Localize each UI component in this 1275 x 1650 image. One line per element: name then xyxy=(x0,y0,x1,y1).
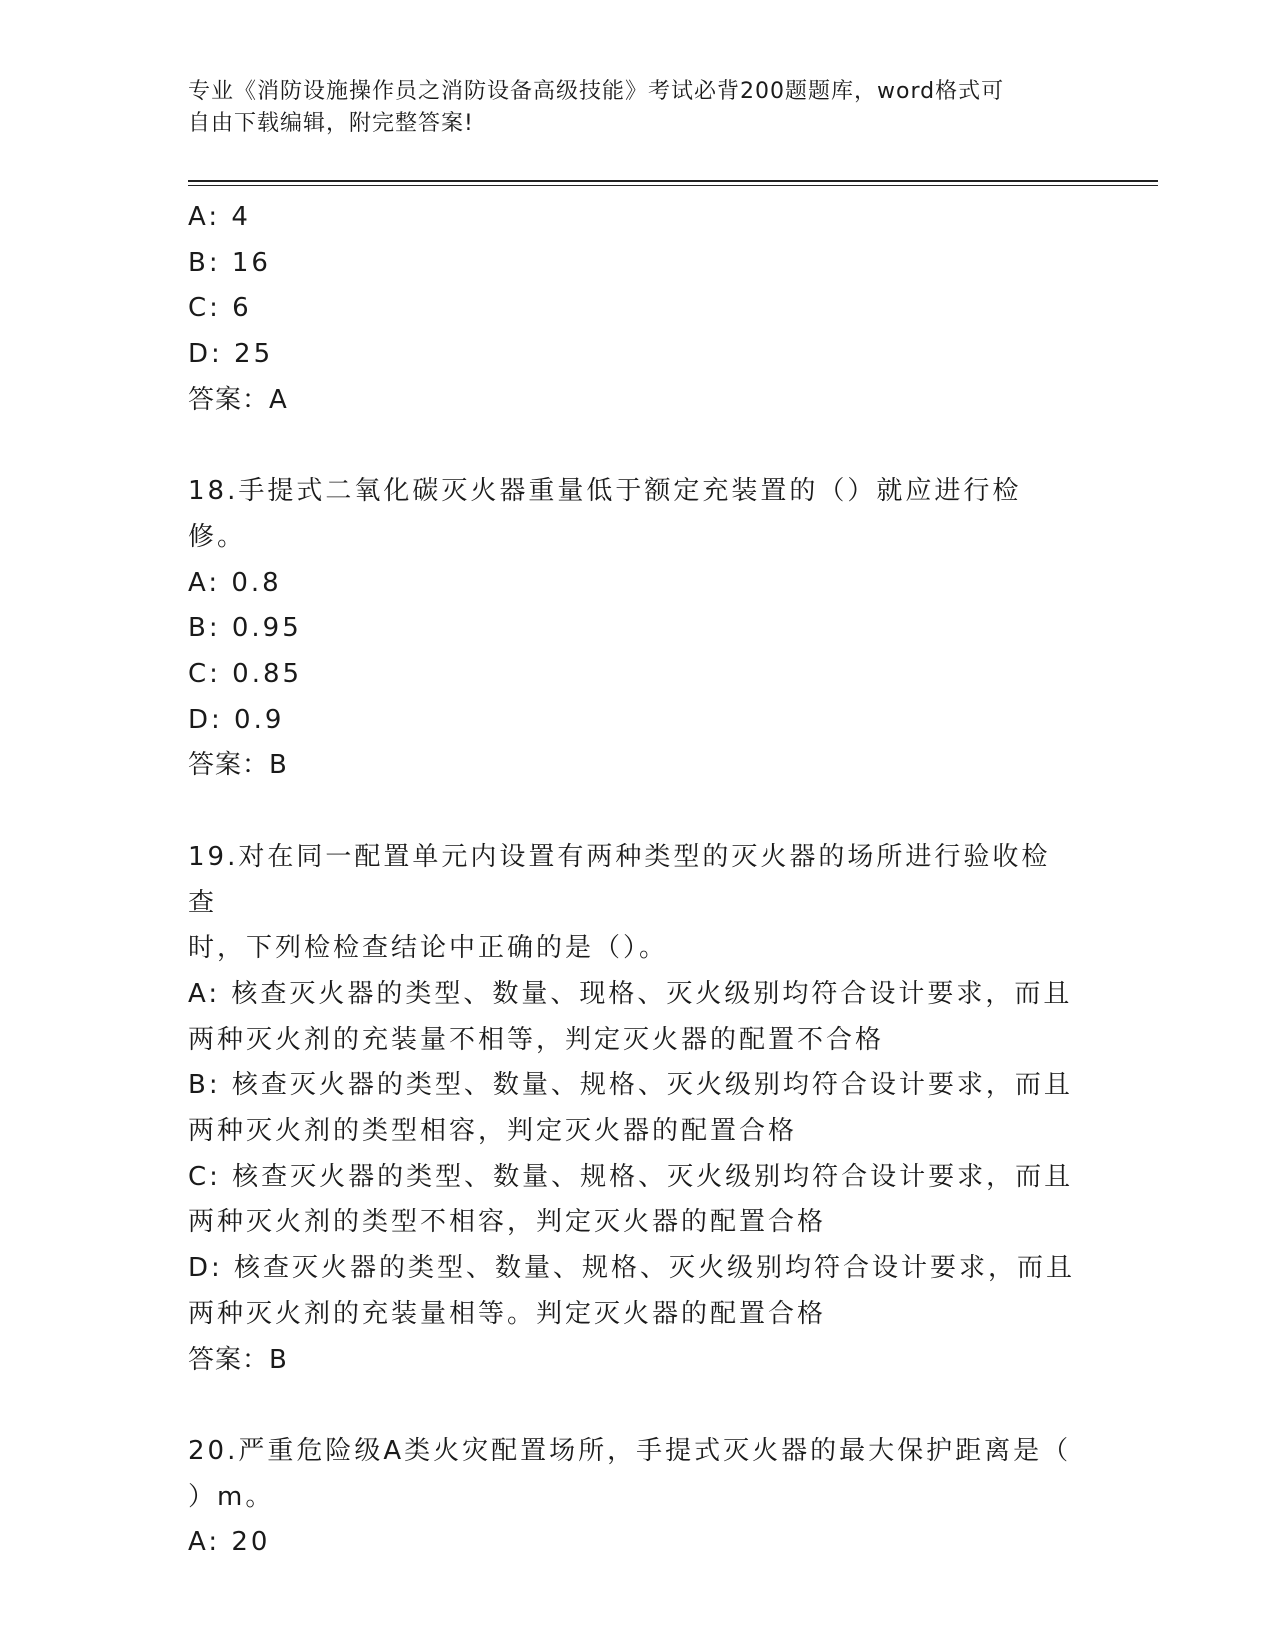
option-a: A: 0.8 xyxy=(188,567,282,598)
header-divider-thin xyxy=(188,185,1158,186)
spacer xyxy=(188,1383,1078,1429)
option-d: D: 25 xyxy=(188,339,274,370)
question-text-line-2: ）m。 xyxy=(188,1481,275,1512)
answer: 答案：A xyxy=(188,384,288,415)
option-c: C: 6 xyxy=(188,293,252,324)
option-a-line-1: A: 核查灭火器的类型、数量、现格、灭火级别均符合设计要求，而且 xyxy=(188,978,1073,1009)
option-a-line-2: 两种灭火剂的充装量不相等，判定灭火器的配置不合格 xyxy=(188,1024,885,1055)
question-text-line-1: 19.对在同一配置单元内设置有两种类型的灭火器的场所进行验收检查 xyxy=(188,841,1051,918)
header-line-2: 自由下载编辑，附完整答案! xyxy=(188,111,474,136)
option-c-line-2: 两种灭火剂的类型不相容，判定灭火器的配置合格 xyxy=(188,1207,827,1238)
option-b: B: 0.95 xyxy=(188,613,302,644)
option-d: D: 0.9 xyxy=(188,704,285,735)
question-18 xyxy=(188,469,1078,789)
option-b-line-1: B: 核查灭火器的类型、数量、规格、灭火级别均符合设计要求，而且 xyxy=(188,1070,1073,1101)
option-d-line-1: D: 核查灭火器的类型、数量、规格、灭火级别均符合设计要求，而且 xyxy=(188,1253,1076,1284)
question-text-line-1: 20.严重危险级A类火灾配置场所，手提式灭火器的最大保护距离是（ xyxy=(188,1435,1072,1466)
header-line-1: 专业《消防设施操作员之消防设备高级技能》考试必背200题题库，word格式可 xyxy=(188,79,1005,104)
option-a: A: 4 xyxy=(188,202,251,232)
option-a: A: 20 xyxy=(188,1527,271,1558)
question-17 xyxy=(188,195,1078,424)
spacer xyxy=(188,789,1078,835)
question-text-line-2: 时，下列检检查结论中正确的是（）。 xyxy=(188,933,669,964)
answer: 答案：B xyxy=(188,1344,288,1375)
question-20 xyxy=(188,1429,1078,1566)
answer: 答案：B xyxy=(188,750,288,781)
option-d-line-2: 两种灭火剂的充装量相等。判定灭火器的配置合格 xyxy=(188,1298,827,1329)
option-c: C: 0.85 xyxy=(188,659,303,690)
spacer xyxy=(188,424,1078,470)
question-19 xyxy=(188,835,1078,1383)
option-b: B: 16 xyxy=(188,247,271,278)
option-b-line-2: 两种灭火剂的类型相容，判定灭火器的配置合格 xyxy=(188,1116,798,1147)
option-c-line-1: C: 核查灭火器的类型、数量、规格、灭火级别均符合设计要求，而且 xyxy=(188,1161,1074,1192)
question-text: 18.手提式二氧化碳灭火器重量低于额定充装置的（）就应进行检修。 xyxy=(188,476,1022,552)
document-header xyxy=(188,76,1068,140)
header-divider-thick xyxy=(188,180,1158,182)
question-list xyxy=(188,195,1078,1566)
